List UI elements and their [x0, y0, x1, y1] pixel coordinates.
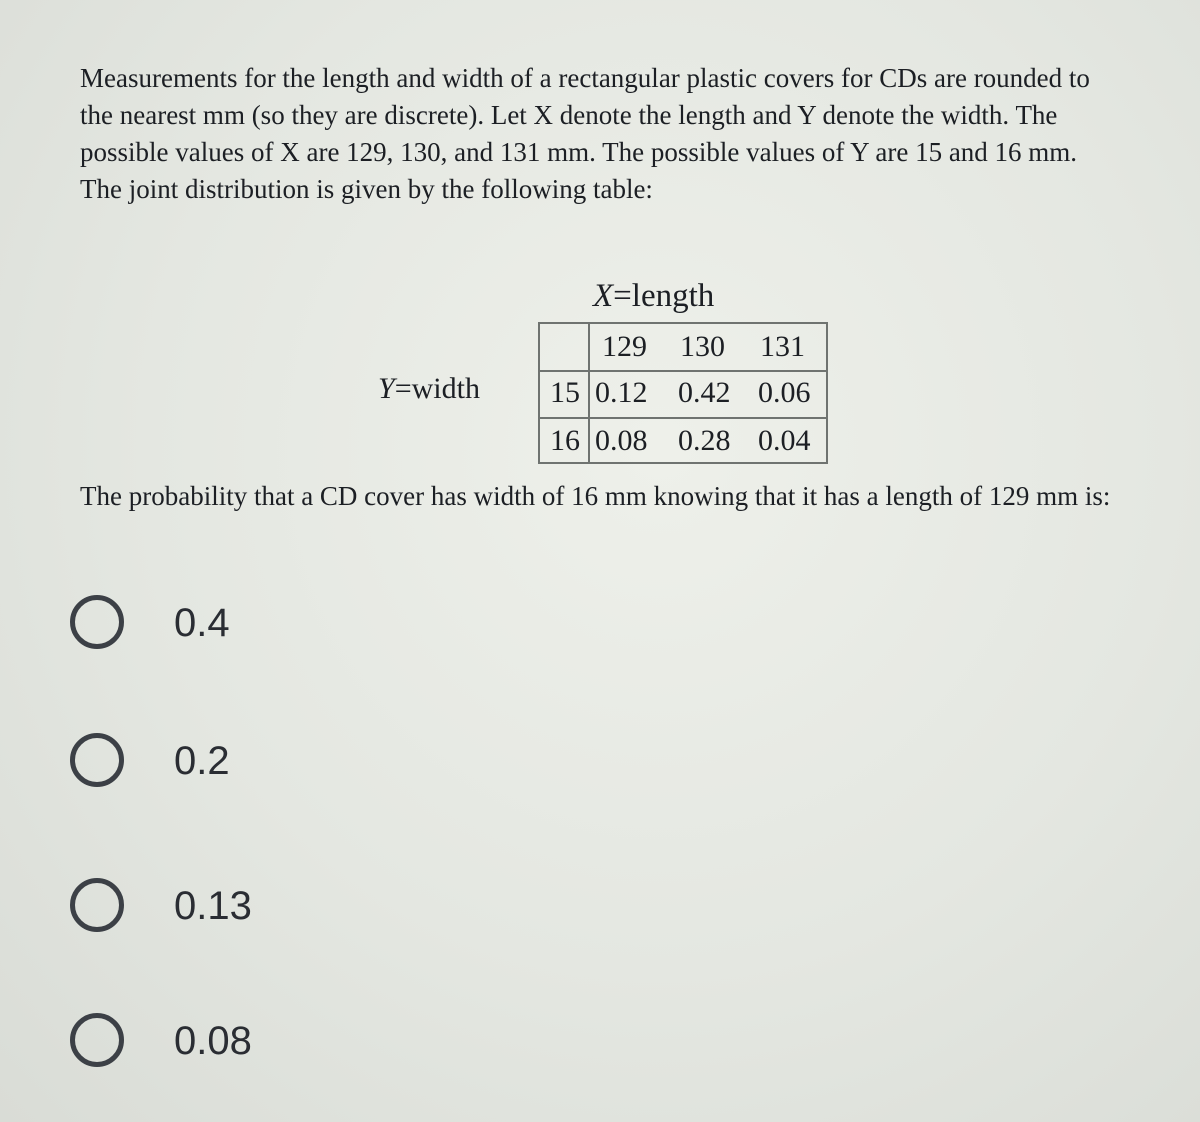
radio-button[interactable]: [70, 1013, 124, 1067]
joint-distribution-table: [378, 278, 838, 468]
radio-button[interactable]: [70, 595, 124, 649]
table-cell: 0.06: [758, 376, 811, 409]
table-cell: 0.04: [758, 424, 811, 457]
radio-button[interactable]: [70, 733, 124, 787]
answer-option[interactable]: [70, 1013, 470, 1083]
row-header: 15: [550, 376, 580, 409]
y-axis-label: [378, 372, 480, 406]
table-cell: 0.28: [678, 424, 731, 457]
y-variable: Y: [378, 372, 395, 405]
column-header: 129: [602, 330, 647, 363]
question-text: The probability that a CD cover has width of 16 mm knowing that it has a length of 129 mm is:: [80, 481, 1111, 511]
table-cell: 0.12: [595, 376, 648, 409]
option-label: 0.2: [174, 739, 230, 783]
answer-option[interactable]: [70, 733, 470, 803]
row-header: 16: [550, 424, 580, 457]
table-grid: [538, 322, 828, 464]
x-variable-description: =length: [613, 278, 715, 314]
answer-option[interactable]: [70, 878, 470, 948]
x-axis-label: [593, 278, 714, 315]
option-label: 0.13: [174, 884, 252, 928]
table-divider: [540, 417, 826, 419]
option-label: 0.4: [174, 601, 230, 645]
table-cell: 0.42: [678, 376, 731, 409]
option-label: 0.08: [174, 1019, 252, 1063]
x-variable: X: [593, 278, 614, 314]
y-variable-description: =width: [394, 372, 480, 405]
radio-button[interactable]: [70, 878, 124, 932]
problem-statement: Measurements for the length and width of a rectangular plastic covers for CDs are rounded to the nearest mm (so they are discrete). Let X denote the length and Y denote the width. The possible values of X are 129, 130, and 131 mm. The possible values of Y are 15 and 16 mm. The joint distribution is given by the following table:: [80, 63, 1090, 204]
table-divider: [540, 370, 826, 372]
table-cell: 0.08: [595, 424, 648, 457]
answer-option[interactable]: [70, 595, 470, 665]
column-header: 130: [680, 330, 725, 363]
table-divider: [588, 324, 590, 462]
column-header: 131: [760, 330, 805, 363]
